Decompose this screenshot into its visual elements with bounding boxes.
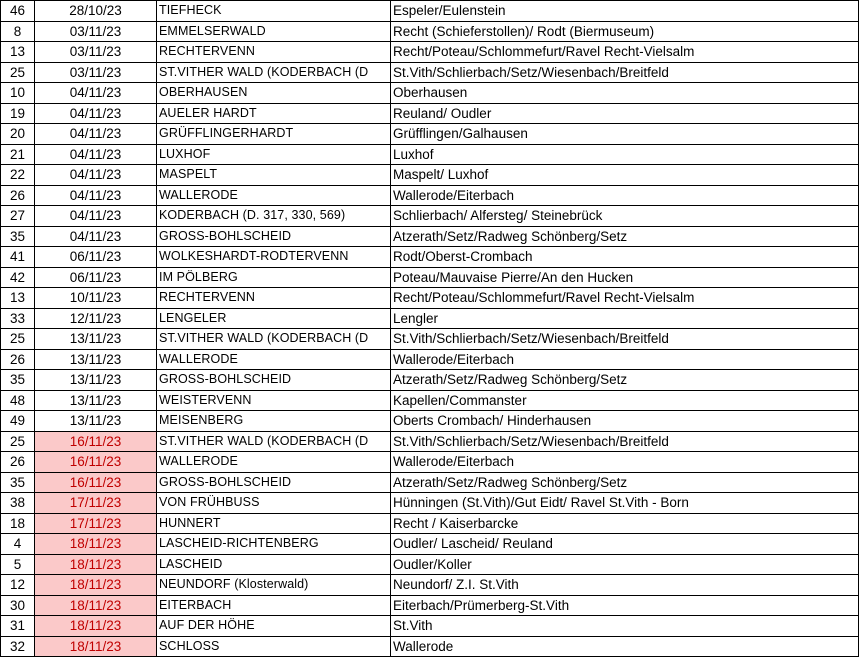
table-row (1, 308, 859, 329)
territory-number-cell: 22 (1, 165, 35, 186)
territory-name-cell: WALLERODE (157, 185, 391, 206)
hunt-date-cell: 06/11/23 (35, 267, 157, 288)
locations-cell: St.Vith (391, 616, 859, 637)
hunt-date-cell: 13/11/23 (35, 349, 157, 370)
hunt-date-cell: 17/11/23 (35, 513, 157, 534)
territory-name-cell: ST.VITHER WALD (KODERBACH (D (157, 62, 391, 83)
territory-number-cell: 18 (1, 513, 35, 534)
locations-cell: Atzerath/Setz/Radweg Schönberg/Setz (391, 472, 859, 493)
locations-cell: Schlierbach/ Alfersteg/ Steinebrück (391, 206, 859, 227)
locations-cell: Recht/Poteau/Schlommefurt/Ravel Recht-Vielsalm (391, 42, 859, 63)
locations-cell: Wallerode/Eiterbach (391, 185, 859, 206)
table-row (1, 144, 859, 165)
table-row (1, 185, 859, 206)
locations-cell: Grüfflingen/Galhausen (391, 124, 859, 145)
territory-number-cell: 25 (1, 431, 35, 452)
locations-cell: Atzerath/Setz/Radweg Schönberg/Setz (391, 370, 859, 391)
hunt-date-cell: 04/11/23 (35, 83, 157, 104)
territory-number-cell: 19 (1, 103, 35, 124)
table-row (1, 349, 859, 370)
territory-name-cell: OBERHAUSEN (157, 83, 391, 104)
locations-cell: Recht / Kaiserbarcke (391, 513, 859, 534)
table-row (1, 431, 859, 452)
territory-number-cell: 13 (1, 42, 35, 63)
territory-name-cell: GROSS-BOHLSCHEID (157, 472, 391, 493)
territory-number-cell: 38 (1, 493, 35, 514)
table-row (1, 103, 859, 124)
hunt-date-cell: 13/11/23 (35, 411, 157, 432)
territory-number-cell: 21 (1, 144, 35, 165)
table-row (1, 288, 859, 309)
territory-number-cell: 26 (1, 349, 35, 370)
hunt-date-cell: 04/11/23 (35, 185, 157, 206)
territory-number-cell: 35 (1, 370, 35, 391)
table-row (1, 472, 859, 493)
locations-cell: Hünningen (St.Vith)/Gut Eidt/ Ravel St.Vith - Born (391, 493, 859, 514)
hunt-date-cell: 28/10/23 (35, 1, 157, 22)
territory-number-cell: 46 (1, 1, 35, 22)
locations-cell: Lengler (391, 308, 859, 329)
hunt-date-cell: 04/11/23 (35, 226, 157, 247)
hunt-date-cell: 04/11/23 (35, 124, 157, 145)
territory-name-cell: LASCHEID-RICHTENBERG (157, 534, 391, 555)
hunt-date-cell: 10/11/23 (35, 288, 157, 309)
territory-number-cell: 33 (1, 308, 35, 329)
locations-cell: Poteau/Mauvaise Pierre/An den Hucken (391, 267, 859, 288)
territory-number-cell: 26 (1, 185, 35, 206)
locations-cell: Oudler/Koller (391, 554, 859, 575)
table-row (1, 493, 859, 514)
territory-name-cell: AUELER HARDT (157, 103, 391, 124)
hunt-date-cell: 18/11/23 (35, 534, 157, 555)
territory-name-cell: WOLKESHARDT-RODTERVENN (157, 247, 391, 268)
territory-name-cell: RECHTERVENN (157, 288, 391, 309)
table-row (1, 513, 859, 534)
locations-cell: Recht (Schieferstollen)/ Rodt (Biermuseum) (391, 21, 859, 42)
hunt-date-cell: 12/11/23 (35, 308, 157, 329)
territory-name-cell: EMMELSERWALD (157, 21, 391, 42)
hunt-date-cell: 03/11/23 (35, 62, 157, 83)
territory-name-cell: HUNNERT (157, 513, 391, 534)
locations-cell: Luxhof (391, 144, 859, 165)
territory-number-cell: 48 (1, 390, 35, 411)
table-row (1, 247, 859, 268)
hunt-date-cell: 04/11/23 (35, 103, 157, 124)
table-row (1, 554, 859, 575)
territory-name-cell: MEISENBERG (157, 411, 391, 432)
table-row (1, 452, 859, 473)
territory-name-cell: TIEFHECK (157, 1, 391, 22)
hunt-date-cell: 16/11/23 (35, 431, 157, 452)
territory-name-cell: LENGELER (157, 308, 391, 329)
territory-name-cell: RECHTERVENN (157, 42, 391, 63)
territory-number-cell: 13 (1, 288, 35, 309)
table-row (1, 165, 859, 186)
territory-number-cell: 8 (1, 21, 35, 42)
locations-cell: Neundorf/ Z.I. St.Vith (391, 575, 859, 596)
table-row (1, 370, 859, 391)
territory-name-cell: MASPELT (157, 165, 391, 186)
table-row (1, 616, 859, 637)
locations-cell: Recht/Poteau/Schlommefurt/Ravel Recht-Vielsalm (391, 288, 859, 309)
hunt-date-cell: 04/11/23 (35, 144, 157, 165)
territory-name-cell: GROSS-BOHLSCHEID (157, 226, 391, 247)
territory-number-cell: 25 (1, 329, 35, 350)
hunt-date-cell: 18/11/23 (35, 554, 157, 575)
table-row (1, 411, 859, 432)
hunt-date-cell: 18/11/23 (35, 636, 157, 657)
territory-number-cell: 49 (1, 411, 35, 432)
territory-name-cell: AUF DER HÖHE (157, 616, 391, 637)
locations-cell: Wallerode (391, 636, 859, 657)
territory-name-cell: EITERBACH (157, 595, 391, 616)
hunt-date-cell: 03/11/23 (35, 21, 157, 42)
locations-cell: Maspelt/ Luxhof (391, 165, 859, 186)
territory-name-cell: SCHLOSS (157, 636, 391, 657)
territory-name-cell: NEUNDORF (Klosterwald) (157, 575, 391, 596)
table-row (1, 390, 859, 411)
territory-number-cell: 10 (1, 83, 35, 104)
table-row (1, 83, 859, 104)
territory-name-cell: VON FRÜHBUSS (157, 493, 391, 514)
locations-cell: Reuland/ Oudler (391, 103, 859, 124)
locations-cell: Oudler/ Lascheid/ Reuland (391, 534, 859, 555)
territory-name-cell: ST.VITHER WALD (KODERBACH (D (157, 431, 391, 452)
territory-number-cell: 5 (1, 554, 35, 575)
territory-number-cell: 4 (1, 534, 35, 555)
hunt-date-cell: 04/11/23 (35, 165, 157, 186)
locations-cell: St.Vith/Schlierbach/Setz/Wiesenbach/Breitfeld (391, 431, 859, 452)
territory-number-cell: 32 (1, 636, 35, 657)
table-row (1, 1, 859, 22)
territory-number-cell: 26 (1, 452, 35, 473)
table-row (1, 124, 859, 145)
territory-number-cell: 35 (1, 226, 35, 247)
territory-name-cell: KODERBACH (D. 317, 330, 569) (157, 206, 391, 227)
table-row (1, 575, 859, 596)
hunt-date-cell: 16/11/23 (35, 452, 157, 473)
hunt-date-cell: 04/11/23 (35, 206, 157, 227)
territory-name-cell: LUXHOF (157, 144, 391, 165)
locations-cell: St.Vith/Schlierbach/Setz/Wiesenbach/Breitfeld (391, 62, 859, 83)
locations-cell: Wallerode/Eiterbach (391, 452, 859, 473)
territory-number-cell: 27 (1, 206, 35, 227)
locations-cell: St.Vith/Schlierbach/Setz/Wiesenbach/Breitfeld (391, 329, 859, 350)
territory-name-cell: LASCHEID (157, 554, 391, 575)
locations-cell: Kapellen/Commanster (391, 390, 859, 411)
hunt-date-cell: 13/11/23 (35, 390, 157, 411)
locations-cell: Oberhausen (391, 83, 859, 104)
table-row (1, 534, 859, 555)
locations-cell: Rodt/Oberst-Crombach (391, 247, 859, 268)
hunt-date-cell: 16/11/23 (35, 472, 157, 493)
table-row (1, 42, 859, 63)
territory-name-cell: IM PÖLBERG (157, 267, 391, 288)
table-row (1, 62, 859, 83)
table-row (1, 636, 859, 657)
locations-cell: Wallerode/Eiterbach (391, 349, 859, 370)
territory-number-cell: 35 (1, 472, 35, 493)
territory-number-cell: 42 (1, 267, 35, 288)
hunt-date-cell: 13/11/23 (35, 370, 157, 391)
locations-cell: Atzerath/Setz/Radweg Schönberg/Setz (391, 226, 859, 247)
locations-cell: Espeler/Eulenstein (391, 1, 859, 22)
territory-number-cell: 20 (1, 124, 35, 145)
territory-number-cell: 30 (1, 595, 35, 616)
territory-name-cell: WALLERODE (157, 452, 391, 473)
territory-name-cell: GRÜFFLINGERHARDT (157, 124, 391, 145)
locations-cell: Eiterbach/Prümerberg-St.Vith (391, 595, 859, 616)
hunt-date-cell: 13/11/23 (35, 329, 157, 350)
territory-number-cell: 12 (1, 575, 35, 596)
territory-number-cell: 31 (1, 616, 35, 637)
table-row (1, 267, 859, 288)
hunt-date-cell: 17/11/23 (35, 493, 157, 514)
locations-cell: Oberts Crombach/ Hinderhausen (391, 411, 859, 432)
territory-name-cell: GROSS-BOHLSCHEID (157, 370, 391, 391)
hunt-date-cell: 18/11/23 (35, 575, 157, 596)
hunt-date-cell: 18/11/23 (35, 595, 157, 616)
territory-number-cell: 25 (1, 62, 35, 83)
hunt-date-cell: 18/11/23 (35, 616, 157, 637)
hunt-date-cell: 03/11/23 (35, 42, 157, 63)
territory-number-cell: 41 (1, 247, 35, 268)
territory-name-cell: ST.VITHER WALD (KODERBACH (D (157, 329, 391, 350)
territory-name-cell: WALLERODE (157, 349, 391, 370)
territory-name-cell: WEISTERVENN (157, 390, 391, 411)
table-row (1, 226, 859, 247)
hunt-date-cell: 06/11/23 (35, 247, 157, 268)
table-row (1, 206, 859, 227)
table-row (1, 329, 859, 350)
table-row (1, 21, 859, 42)
table-row (1, 595, 859, 616)
table-body (1, 1, 859, 657)
